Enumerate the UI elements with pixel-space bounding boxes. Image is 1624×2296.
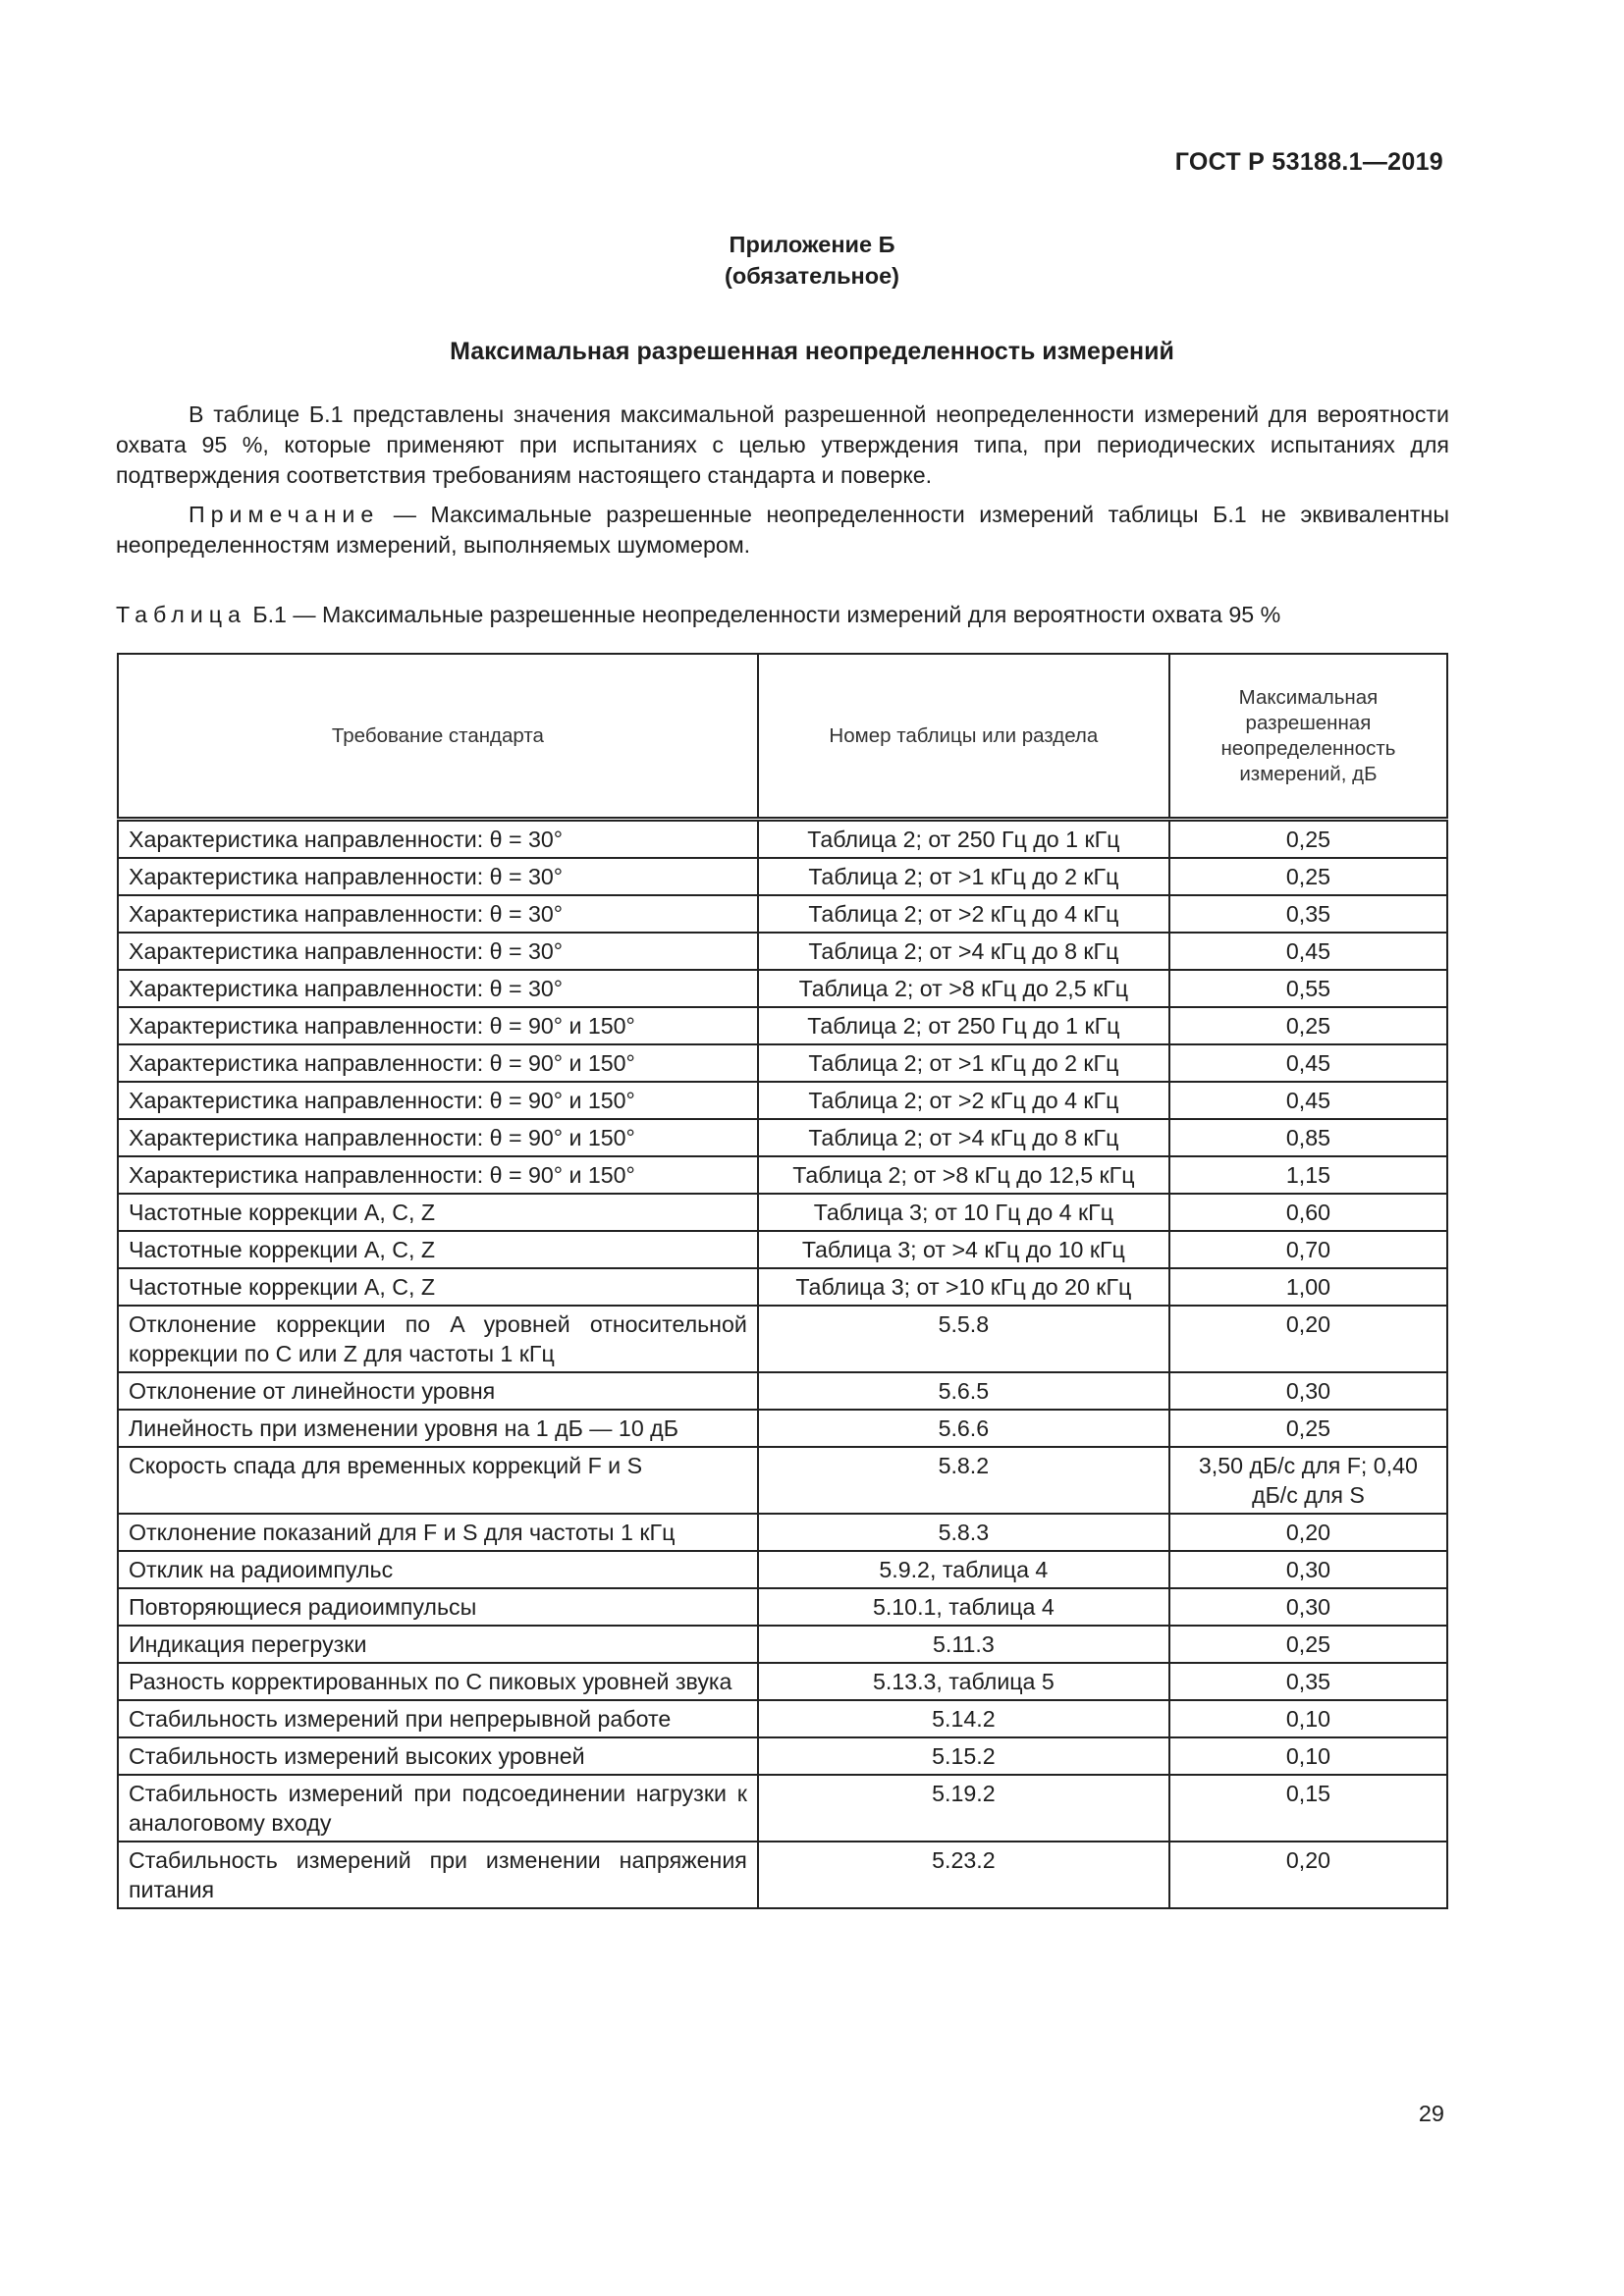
cell-requirement: Отклик на радиоимпульс — [118, 1551, 758, 1588]
cell-uncertainty: 0,25 — [1169, 820, 1447, 859]
cell-reference: 5.9.2, таблица 4 — [758, 1551, 1169, 1588]
cell-uncertainty: 0,45 — [1169, 933, 1447, 970]
cell-requirement: Стабильность измерений при непрерывной работе — [118, 1700, 758, 1737]
cell-requirement: Характеристика направленности: θ = 30° — [118, 820, 758, 859]
table-row — [118, 1842, 1447, 1908]
header-table-or-section: Номер таблицы или раздела — [758, 654, 1169, 820]
cell-requirement: Линейность при изменении уровня на 1 дБ — 10 дБ — [118, 1410, 758, 1447]
table-row — [118, 1663, 1447, 1700]
table-row — [118, 1194, 1447, 1231]
table-row — [118, 1626, 1447, 1663]
cell-uncertainty: 0,25 — [1169, 1007, 1447, 1044]
table-row — [118, 1268, 1447, 1306]
table-row — [118, 1082, 1447, 1119]
cell-reference: Таблица 2; от 250 Гц до 1 кГц — [758, 1007, 1169, 1044]
cell-requirement: Характеристика направленности: θ = 30° — [118, 970, 758, 1007]
cell-uncertainty: 0,55 — [1169, 970, 1447, 1007]
cell-reference: Таблица 2; от >1 кГц до 2 кГц — [758, 1044, 1169, 1082]
header-requirement: Требование стандарта — [118, 654, 758, 820]
cell-uncertainty: 0,25 — [1169, 1626, 1447, 1663]
cell-requirement: Скорость спада для временных коррекций F и S — [118, 1447, 758, 1514]
cell-uncertainty: 0,70 — [1169, 1231, 1447, 1268]
intro-paragraph: В таблице Б.1 представлены значения максимальной разрешенной неопределенности измерений для вероятности охвата 95 %, которые применяют при испытаниях с целью утверждения типа, при периодических испытаниях для подтверждения соответствия требованиям настоящего стандарта и поверке. — [116, 401, 1449, 488]
annex-status: (обязательное) — [725, 263, 899, 289]
cell-uncertainty: 1,15 — [1169, 1156, 1447, 1194]
cell-requirement: Стабильность измерений при изменении напряжения питания — [118, 1842, 758, 1908]
cell-uncertainty: 0,30 — [1169, 1551, 1447, 1588]
cell-reference: Таблица 2; от >8 кГц до 12,5 кГц — [758, 1156, 1169, 1194]
cell-reference: 5.5.8 — [758, 1306, 1169, 1372]
section-title: Максимальная разрешенная неопределенность измерений — [450, 338, 1174, 365]
cell-requirement: Характеристика направленности: θ = 90° и 150° — [118, 1119, 758, 1156]
cell-reference: Таблица 2; от >4 кГц до 8 кГц — [758, 1119, 1169, 1156]
cell-requirement: Частотные коррекции A, C, Z — [118, 1268, 758, 1306]
table-caption-label: Таблица — [116, 602, 246, 627]
cell-requirement: Разность корректированных по C пиковых уровней звука — [118, 1663, 758, 1700]
header-max-uncertainty: Максимальная разрешенная неопределенность измерений, дБ — [1169, 654, 1447, 820]
cell-reference: Таблица 3; от >4 кГц до 10 кГц — [758, 1231, 1169, 1268]
cell-requirement: Характеристика направленности: θ = 90° и 150° — [118, 1044, 758, 1082]
cell-uncertainty: 0,10 — [1169, 1737, 1447, 1775]
cell-uncertainty: 0,20 — [1169, 1514, 1447, 1551]
table-caption — [116, 602, 1280, 628]
standard-designation: ГОСТ Р 53188.1—2019 — [1174, 148, 1443, 176]
table-row — [118, 895, 1447, 933]
table-row — [118, 1156, 1447, 1194]
cell-uncertainty: 0,20 — [1169, 1842, 1447, 1908]
table-row — [118, 933, 1447, 970]
page-number: 29 — [1418, 2101, 1444, 2126]
table-caption-text: Б.1 — Максимальные разрешенные неопределенности измерений для вероятности охвата 95 % — [245, 602, 1281, 627]
cell-reference: Таблица 3; от >10 кГц до 20 кГц — [758, 1268, 1169, 1306]
cell-uncertainty: 0,35 — [1169, 1663, 1447, 1700]
cell-uncertainty: 0,15 — [1169, 1775, 1447, 1842]
table-row — [118, 1044, 1447, 1082]
table-row — [118, 1588, 1447, 1626]
cell-requirement: Частотные коррекции A, C, Z — [118, 1231, 758, 1268]
cell-reference: 5.6.5 — [758, 1372, 1169, 1410]
cell-reference: 5.13.3, таблица 5 — [758, 1663, 1169, 1700]
cell-requirement: Стабильность измерений высоких уровней — [118, 1737, 758, 1775]
table-header-row — [118, 654, 1447, 820]
table-row — [118, 1700, 1447, 1737]
note-label: Примечание — [189, 502, 380, 527]
cell-requirement: Отклонение коррекции по A уровней относительной коррекции по C или Z для частоты 1 кГц — [118, 1306, 758, 1372]
cell-reference: 5.6.6 — [758, 1410, 1169, 1447]
cell-uncertainty: 0,85 — [1169, 1119, 1447, 1156]
cell-requirement: Отклонение от линейности уровня — [118, 1372, 758, 1410]
table-body — [118, 820, 1447, 1909]
note-paragraph — [116, 500, 1449, 561]
table-row — [118, 1007, 1447, 1044]
cell-uncertainty: 0,10 — [1169, 1700, 1447, 1737]
annex-title: Приложение Б — [729, 232, 895, 257]
cell-reference: Таблица 2; от >1 кГц до 2 кГц — [758, 858, 1169, 895]
table-row — [118, 858, 1447, 895]
cell-requirement: Частотные коррекции A, C, Z — [118, 1194, 758, 1231]
uncertainty-table — [117, 653, 1448, 1909]
cell-reference: 5.10.1, таблица 4 — [758, 1588, 1169, 1626]
cell-reference: Таблица 2; от >2 кГц до 4 кГц — [758, 895, 1169, 933]
cell-requirement: Характеристика направленности: θ = 90° и 150° — [118, 1156, 758, 1194]
cell-requirement: Характеристика направленности: θ = 30° — [118, 933, 758, 970]
cell-reference: Таблица 2; от 250 Гц до 1 кГц — [758, 820, 1169, 859]
cell-uncertainty: 3,50 дБ/с для F; 0,40 дБ/с для S — [1169, 1447, 1447, 1514]
cell-uncertainty: 0,45 — [1169, 1082, 1447, 1119]
cell-uncertainty: 0,30 — [1169, 1372, 1447, 1410]
cell-requirement: Повторяющиеся радиоимпульсы — [118, 1588, 758, 1626]
cell-uncertainty: 0,25 — [1169, 1410, 1447, 1447]
cell-reference: Таблица 2; от >8 кГц до 2,5 кГц — [758, 970, 1169, 1007]
table-row — [118, 1551, 1447, 1588]
table-row — [118, 1737, 1447, 1775]
table-row — [118, 1410, 1447, 1447]
cell-requirement: Характеристика направленности: θ = 30° — [118, 895, 758, 933]
cell-reference: 5.19.2 — [758, 1775, 1169, 1842]
table-row — [118, 1447, 1447, 1514]
table-row — [118, 1775, 1447, 1842]
cell-reference: 5.8.2 — [758, 1447, 1169, 1514]
note-text: — Максимальные разрешенные неопределенности измерений таблицы Б.1 не эквивалентны неопределенностям измерений, выполняемых шумомером. — [116, 502, 1449, 558]
cell-requirement: Стабильность измерений при подсоединении нагрузки к аналоговому входу — [118, 1775, 758, 1842]
cell-reference: 5.8.3 — [758, 1514, 1169, 1551]
table-row — [118, 1306, 1447, 1372]
cell-uncertainty: 0,20 — [1169, 1306, 1447, 1372]
cell-reference: Таблица 2; от >2 кГц до 4 кГц — [758, 1082, 1169, 1119]
table-row — [118, 820, 1447, 859]
cell-uncertainty: 0,45 — [1169, 1044, 1447, 1082]
cell-reference: 5.23.2 — [758, 1842, 1169, 1908]
cell-reference: 5.15.2 — [758, 1737, 1169, 1775]
cell-requirement: Характеристика направленности: θ = 90° и 150° — [118, 1082, 758, 1119]
cell-requirement: Отклонение показаний для F и S для частоты 1 кГц — [118, 1514, 758, 1551]
cell-reference: 5.14.2 — [758, 1700, 1169, 1737]
cell-uncertainty: 0,60 — [1169, 1194, 1447, 1231]
table-row — [118, 1514, 1447, 1551]
cell-requirement: Характеристика направленности: θ = 90° и 150° — [118, 1007, 758, 1044]
table-row — [118, 1372, 1447, 1410]
cell-reference: 5.11.3 — [758, 1626, 1169, 1663]
cell-uncertainty: 0,30 — [1169, 1588, 1447, 1626]
table-row — [118, 1119, 1447, 1156]
cell-reference: Таблица 2; от >4 кГц до 8 кГц — [758, 933, 1169, 970]
cell-reference: Таблица 3; от 10 Гц до 4 кГц — [758, 1194, 1169, 1231]
cell-requirement: Характеристика направленности: θ = 30° — [118, 858, 758, 895]
cell-requirement: Индикация перегрузки — [118, 1626, 758, 1663]
annex-heading — [0, 229, 1624, 292]
table-row — [118, 970, 1447, 1007]
cell-uncertainty: 0,35 — [1169, 895, 1447, 933]
table-row — [118, 1231, 1447, 1268]
cell-uncertainty: 0,25 — [1169, 858, 1447, 895]
cell-uncertainty: 1,00 — [1169, 1268, 1447, 1306]
